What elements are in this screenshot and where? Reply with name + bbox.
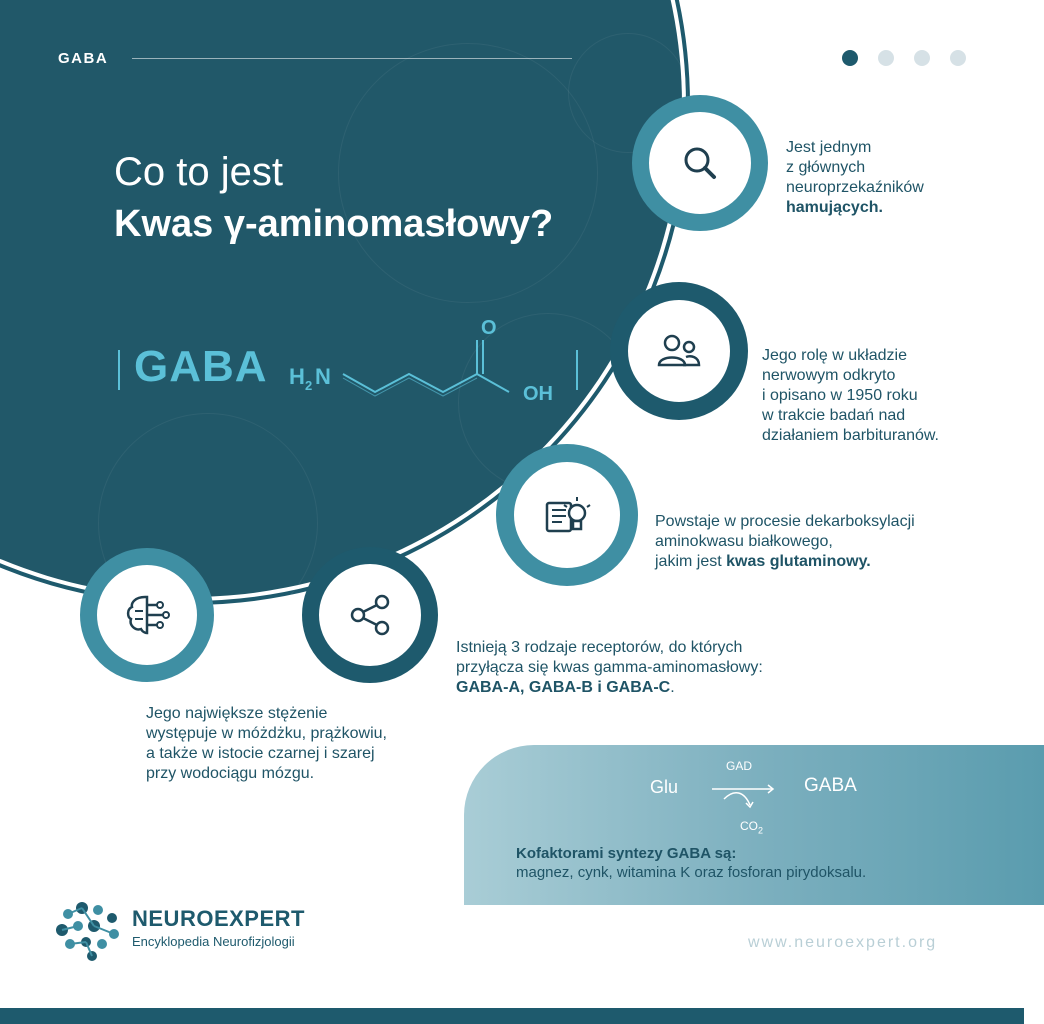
- neuroexpert-logo-icon: [54, 900, 124, 962]
- fact-4-text: [456, 638, 763, 698]
- fact-5-line: Jego największe stężenie: [146, 705, 328, 722]
- fact-2-line: nerwowym odkryto: [762, 367, 896, 384]
- pagination-dot-1[interactable]: [842, 50, 858, 66]
- formula-name: GABA: [134, 342, 268, 391]
- gaba-structural-formula: [285, 312, 553, 412]
- search-icon: [680, 143, 720, 183]
- reaction-arrow: [710, 777, 790, 817]
- fact-5-line: występuje w móżdżku, prążkowiu,: [146, 725, 387, 742]
- fact-2-line: i opisano w 1950 roku: [762, 387, 918, 404]
- fact-1-line: Jest jednym: [786, 139, 872, 156]
- byproduct-subscript: 2: [758, 825, 764, 836]
- formula-bar-left: [118, 350, 120, 390]
- fact-5-line: przy wodociągu mózgu.: [146, 765, 315, 782]
- fact-4-line: Istnieją 3 rodzaje receptorów, do których: [456, 639, 743, 656]
- brand-name: NEUROEXPERT: [132, 906, 305, 931]
- title-line-2: Kwas γ-aminomasłowy?: [114, 203, 554, 245]
- fact-3-text: [655, 512, 915, 572]
- fact-2-text: [762, 346, 939, 446]
- fact-4-bold: GABA-A, GABA-B i GABA-C: [456, 679, 671, 696]
- fact-1-line: neuroprzekaźników: [786, 179, 924, 196]
- fact-2-line: w trakcie badań nad: [762, 407, 906, 424]
- formula-h: H: [289, 364, 305, 389]
- pagination-dot-2[interactable]: [878, 50, 894, 66]
- fact-3-line: aminokwasu białkowego,: [655, 533, 833, 550]
- cofactors-title: Kofaktorami syntezy GABA są:: [516, 845, 737, 862]
- fact-node-1: [632, 95, 768, 231]
- fact-5-line: a także w istocie czarnej i szarej: [146, 745, 375, 762]
- people-icon: [655, 331, 703, 371]
- byproduct-label: [740, 819, 763, 835]
- fact-node-4: [302, 547, 438, 683]
- footer-bar: [0, 1008, 1024, 1024]
- formula-hydroxyl: OH: [523, 383, 553, 405]
- pagination-dots[interactable]: [842, 50, 966, 66]
- pagination-dot-4[interactable]: [950, 50, 966, 66]
- synthesis-panel: [464, 745, 1044, 905]
- fact-3-bold: kwas glutaminowy.: [726, 553, 871, 570]
- header-divider: [132, 58, 572, 59]
- formula-n: N: [315, 364, 331, 389]
- formula-oxygen: O: [481, 317, 497, 339]
- section-label: GABA: [58, 50, 109, 67]
- fact-node-2: [610, 282, 748, 420]
- fact-4-suffix: .: [670, 679, 675, 696]
- fact-1-text: [786, 138, 924, 218]
- website-link[interactable]: www.neuroexpert.org: [748, 934, 938, 951]
- title-line-1: Co to jest: [114, 150, 283, 194]
- fact-1-line: z głównych: [786, 159, 866, 176]
- fact-3-line: Powstaje w procesie dekarboksylacji: [655, 513, 915, 530]
- product-label: GABA: [804, 775, 857, 796]
- share-icon: [348, 593, 392, 637]
- fact-node-3: [496, 444, 638, 586]
- fact-1-bold: hamujących.: [786, 199, 883, 216]
- brain-circuit-icon: [123, 593, 171, 637]
- fact-2-line: działaniem barbituranów.: [762, 427, 939, 444]
- cofactors-body: magnez, cynk, witamina K oraz fosforan pirydoksalu.: [516, 864, 867, 881]
- formula-bar-right: [576, 350, 578, 390]
- enzyme-label: GAD: [726, 759, 753, 773]
- document-lightbulb-icon: [543, 493, 591, 537]
- formula-subscript: 2: [305, 378, 313, 393]
- substrate-label: Glu: [650, 777, 679, 797]
- brand-subtitle: Encyklopedia Neurofizjologii: [132, 934, 295, 949]
- fact-2-line: Jego rolę w układzie: [762, 347, 907, 364]
- fact-5-text: [146, 704, 387, 784]
- byproduct-text: CO: [740, 819, 758, 833]
- fact-node-5: [80, 548, 214, 682]
- fact-3-line: jakim jest: [655, 553, 727, 570]
- pagination-dot-3[interactable]: [914, 50, 930, 66]
- fact-4-line: przyłącza się kwas gamma-aminomasłowy:: [456, 659, 763, 676]
